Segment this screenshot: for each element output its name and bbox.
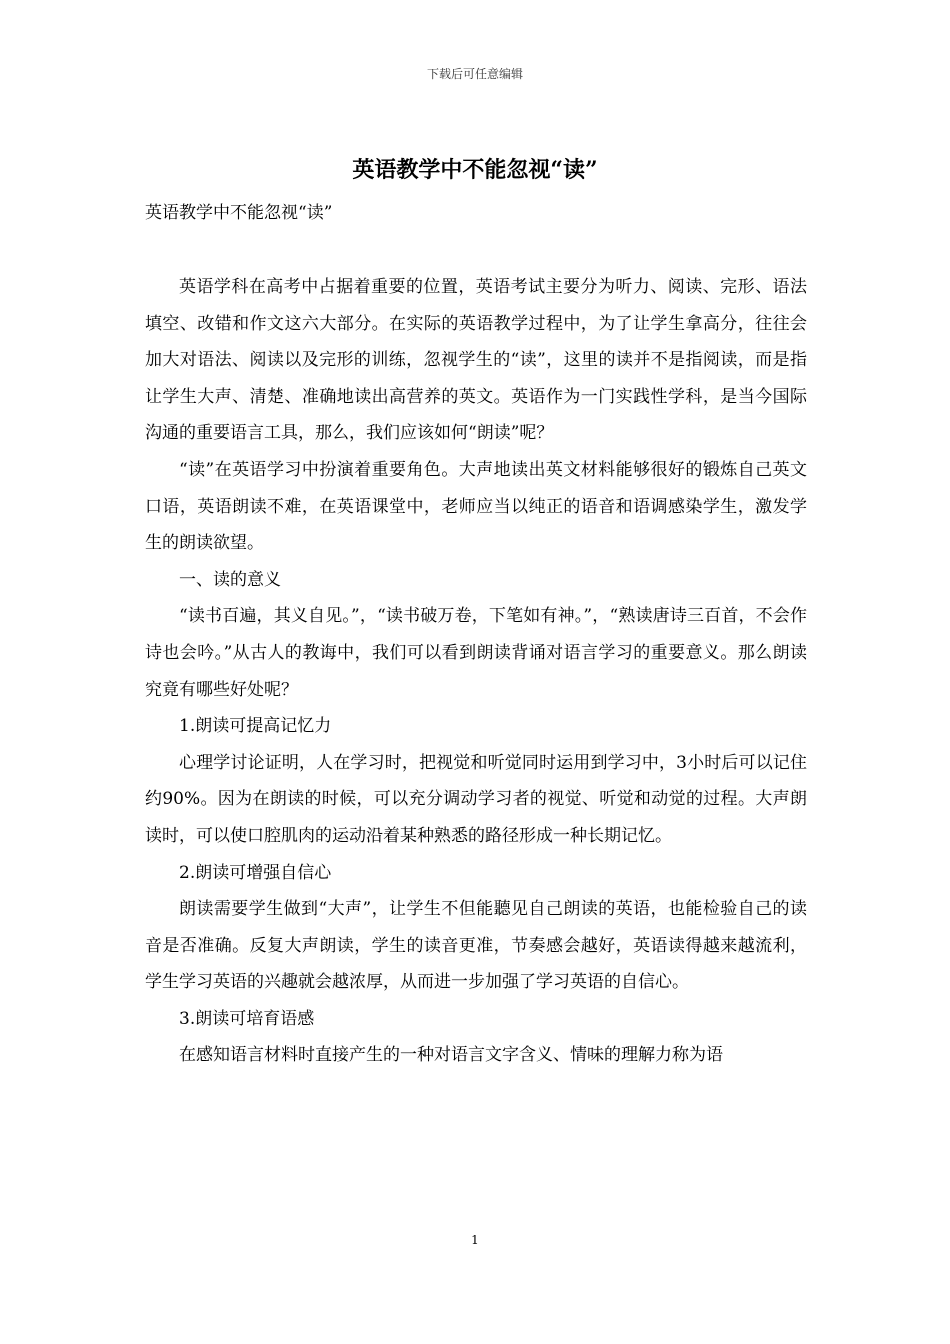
paragraph-memory: 心理学讨论证明，人在学习时，把视觉和听觉同时运用到学习中，3小时后可以记住约90%。因为在朗读的时候，可以充分调动学习者的视觉、听觉和动觉的过程。大声朗读时，可以使口腔肌肉的运动沿着某种熟悉的路径形成一种长期记忆。 <box>145 752 807 846</box>
document-title: 英语教学中不能忽视“读” <box>352 157 598 183</box>
paragraph-role-of-reading: “读”在英语学习中扮演着重要角色。大声地读出英文材料能够很好的锻炼自己英文口语，英语朗读不难，在英语课堂中，老师应当以纯正的语音和语调感染学生，激发学生的朗读欲望。 <box>145 459 807 554</box>
subheading-confidence: 2.朗读可增强自信心 <box>179 862 332 883</box>
paragraph-confidence: 朗读需要学生做到“大声”，让学生不但能聽见自己朗读的英语，也能检验自己的读音是否准确。反复大声朗读，学生的读音更准，节奏感会越好，英语读得越来越流利，学生学习英语的兴趣就会越浓厚，从而进一步加强了学习英语的自信心。 <box>145 899 807 993</box>
paragraph-language-sense: 在感知语言材料时直接产生的一种对语言文字含义、情味的理解力称为语 <box>179 1045 723 1066</box>
section-heading-meaning: 一、读的意义 <box>179 569 281 590</box>
page-number: 1 <box>471 1233 479 1247</box>
subheading-memory: 1.朗读可提高记忆力 <box>179 716 332 737</box>
paragraph-meaning: “读书百遍，其义自见。”，“读书破万卷，下笔如有神。”，“熟读唐诗三百首，不会作诗也会吟。”从古人的教诲中，我们可以看到朗读背诵对语言学习的重要意义。那么朗读究竟有哪些好处呢？ <box>145 606 807 700</box>
document-subtitle: 英语教学中不能忽视“读” <box>145 203 333 223</box>
subheading-language-sense: 3.朗读可培育语感 <box>179 1008 315 1029</box>
page-header: 下载后可任意编辑 <box>426 67 523 81</box>
document-body <box>145 269 807 1074</box>
paragraph-intro: 英语学科在高考中占据着重要的位置，英语考试主要分为听力、阅读、完形、语法填空、改错和作文这六大部分。在实际的英语教学过程中，为了让学生拿高分，往往会加大对语法、阅读以及完形的训练，忽视学生的“读”，这里的读并不是指阅读，而是指让学生大声、清楚、准确地读出高营养的英文。英语作为一门实践性学科，是当今国际沟通的重要语言工具，那么，我们应该如何“朗读”呢？ <box>145 277 807 444</box>
